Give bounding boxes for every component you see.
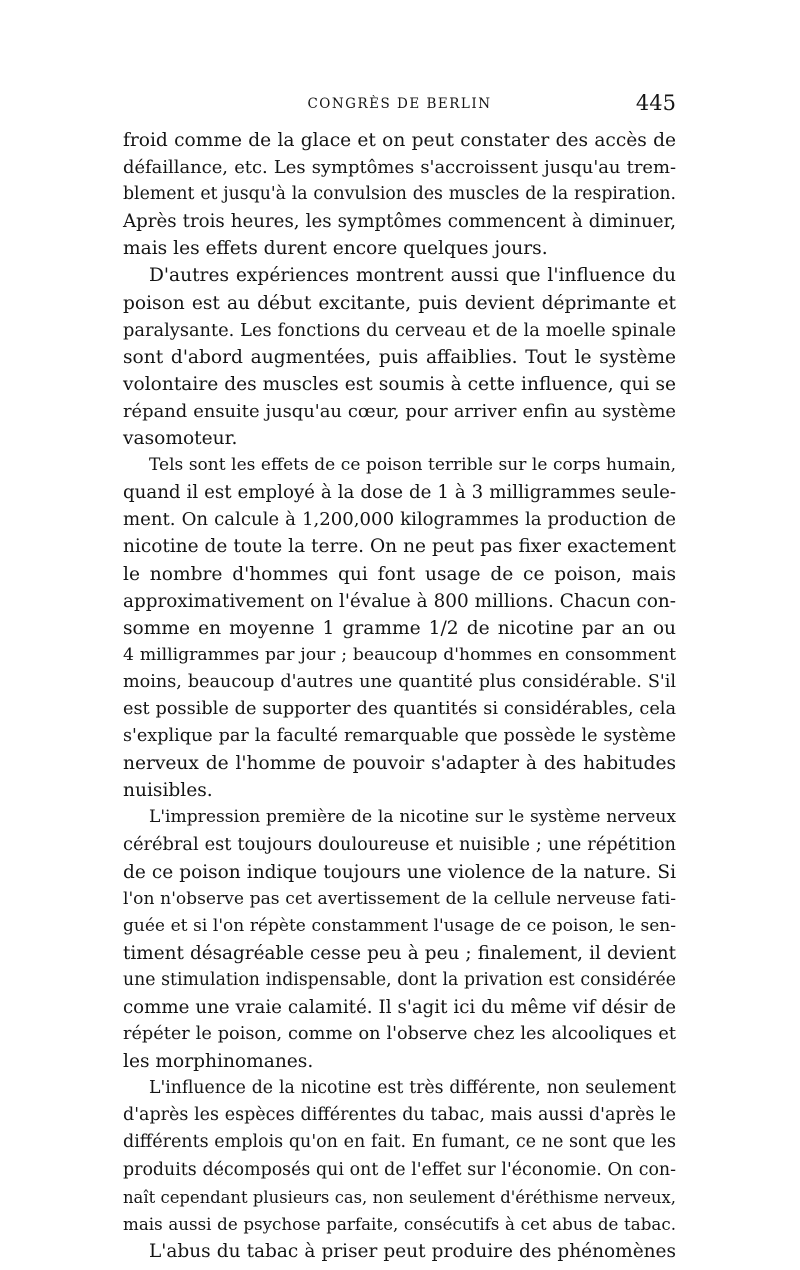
text-line: est possible de supporter des quantités si considérables, cela	[123, 698, 676, 719]
text-line: défaillance, etc. Les symptômes s'accroissent jusqu'au trem-	[123, 157, 676, 179]
text-line: vasomoteur.	[123, 428, 238, 450]
text-line: quand il est employé à la dose de 1 à 3 milligrammes seule-	[123, 482, 676, 504]
text-line: cérébral est toujours douloureuse et nuisible ; une répétition	[123, 834, 676, 856]
text-line: le nombre d'hommes qui font usage de ce poison, mais	[123, 563, 676, 585]
text-line: blement et jusqu'à la convulsion des muscles de la respiration.	[123, 184, 676, 205]
text-line: L'abus du tabac à priser peut produire des phénomènes	[149, 1240, 676, 1262]
text-line: paralysante. Les fonctions du cerveau et de la moelle spinale	[123, 319, 676, 341]
text-line: de ce poison indique toujours une violence de la nature. Si	[123, 861, 676, 883]
running-header	[123, 92, 676, 122]
text-line: comme une vraie calamité. Il s'agit ici du même vif désir de	[123, 997, 676, 1018]
text-line: ment. On calcule à 1,200,000 kilogrammes la production de	[123, 509, 676, 531]
text-line: sont d'abord augmentées, puis affaiblies. Tout le système	[123, 346, 676, 368]
text-line: les morphinomanes.	[123, 1051, 314, 1073]
text-line: d'après les espèces différentes du tabac, mais aussi d'après le	[123, 1105, 676, 1126]
text-line: répéter le poison, comme on l'observe chez les alcooliques et	[123, 1024, 676, 1045]
text-line: nerveux de l'homme de pouvoir s'adapter à des habitudes	[123, 753, 676, 775]
text-line: somme en moyenne 1 gramme 1/2 de nicotine par an ou	[123, 617, 676, 639]
text-line: timent désagréable cesse peu à peu ; finalement, il devient	[123, 942, 676, 964]
text-line: L'influence de la nicotine est très différente, non seulement	[149, 1078, 676, 1099]
text-line: L'impression première de la nicotine sur le système nerveux	[149, 807, 676, 828]
text-line: Après trois heures, les symptômes commencent à diminuer,	[123, 211, 676, 233]
text-line: guée et si l'on répète constamment l'usage de ce poison, le sen-	[123, 915, 676, 936]
text-line: naît cependant plusieurs cas, non seulement d'éréthisme nerveux,	[123, 1187, 676, 1207]
body-text	[123, 127, 676, 1265]
page-number: 445	[635, 91, 676, 115]
running-title: CONGRÈS DE BERLIN	[307, 96, 492, 112]
text-line: Tels sont les effets de ce poison terrible sur le corps humain,	[149, 455, 676, 476]
text-line: D'autres expériences montrent aussi que l'influence du	[149, 265, 676, 287]
text-line: l'on n'observe pas cet avertissement de la cellule nerveuse fati-	[123, 888, 676, 909]
text-line: 4 milligrammes par jour ; beaucoup d'hommes en consomment	[123, 644, 676, 665]
text-line: volontaire des muscles est soumis à cette influence, qui se	[123, 373, 676, 395]
text-line: une stimulation indispensable, dont la privation est considérée	[123, 969, 676, 990]
text-line: mais les effets durent encore quelques jours.	[123, 238, 548, 260]
text-line: mais aussi de psychose parfaite, consécutifs à cet abus de tabac.	[123, 1213, 676, 1234]
text-line: moins, beaucoup d'autres une quantité plus considérable. S'il	[123, 671, 676, 692]
text-line: nuisibles.	[123, 780, 213, 802]
text-line: poison est au début excitante, puis devient déprimante et	[123, 292, 676, 314]
text-line: répand ensuite jusqu'au cœur, pour arriver enfin au système	[123, 400, 676, 422]
text-line: nicotine de toute la terre. On ne peut pas fixer exactement	[123, 536, 676, 558]
text-line: différents emplois qu'on en fait. En fumant, ce ne sont que les	[123, 1132, 676, 1153]
text-line: approximativement on l'évalue à 800 millions. Chacun con-	[123, 590, 676, 612]
text-line: produits décomposés qui ont de l'effet sur l'économie. On con-	[123, 1159, 676, 1180]
text-line: froid comme de la glace et on peut constater des accès de	[123, 130, 676, 151]
text-line: s'explique par la faculté remarquable que possède le système	[123, 726, 676, 747]
